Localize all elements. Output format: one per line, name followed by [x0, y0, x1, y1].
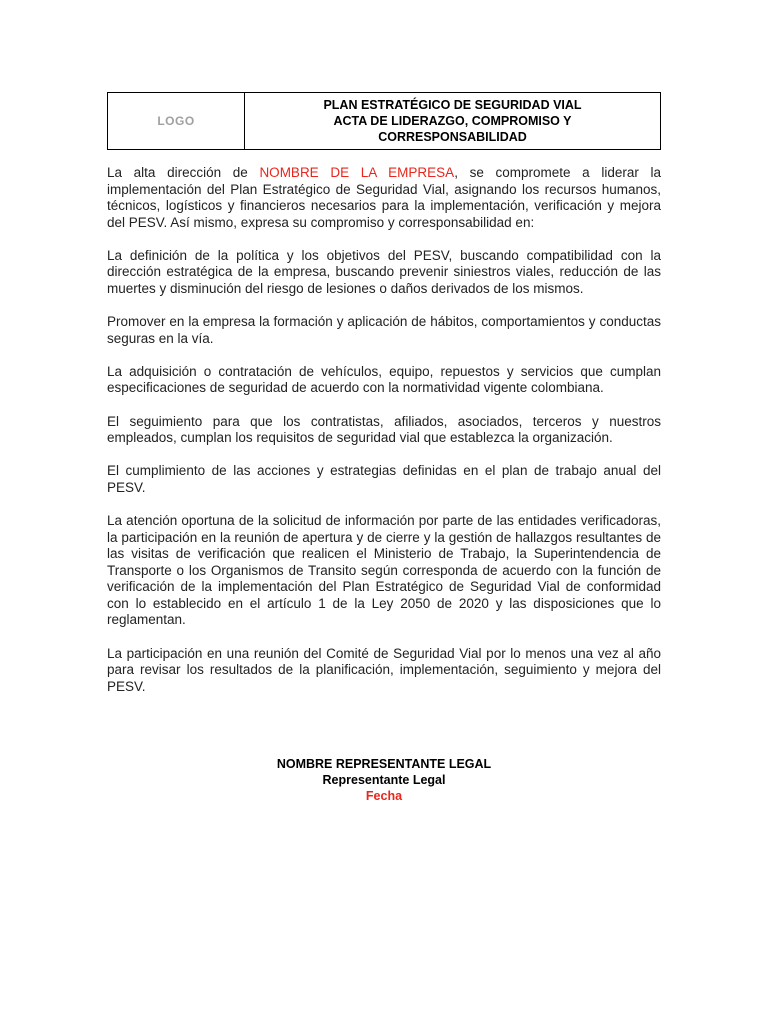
title-line-2: ACTA DE LIDERAZGO, COMPROMISO Y	[333, 114, 572, 128]
signature-block	[107, 756, 661, 804]
intro-text-before: La alta dirección de	[107, 165, 260, 180]
title-line-1: PLAN ESTRATÉGICO DE SEGURIDAD VIAL	[323, 98, 582, 112]
commitment-paragraph-6: La atención oportuna de la solicitud de información por parte de las entidades verificadoras, la participación en la reunión de apertura y de cierre y la gestión de hallazgos resultantes de las visitas de verificación que realicen el Ministerio de Trabajo, la Superintendencia de Transporte o los Organismos de Transito según corresponda de acuerdo con la función de verificación de la implementación del Plan Estratégico de Seguridad Vial de conformidad con lo establecido en el artículo 1 de la Ley 2050 de 2020 y las disposiciones que lo reglamentan.	[107, 512, 661, 628]
commitment-paragraph-7: La participación en una reunión del Comité de Seguridad Vial por lo menos una vez al año para revisar los resultados de la planificación, implementación, seguimiento y mejora del PESV.	[107, 645, 661, 694]
title-line-3: CORRESPONSABILIDAD	[378, 130, 527, 144]
header-table	[107, 92, 661, 150]
commitment-paragraph-2: Promover en la empresa la formación y aplicación de hábitos, comportamientos y conductas seguras en la vía.	[107, 314, 661, 346]
document-body	[107, 165, 661, 712]
legal-representative-name: NOMBRE REPRESENTANTE LEGAL	[276, 757, 492, 771]
intro-text-after: , se compromete a liderar la implementación del Plan Estratégico de Seguridad Vial, asignando los recursos humanos, técnicos, logísticos y financieros necesarios para la implementación, verificación y mejora del PESV. Así mismo, expresa su compromiso y corresponsabilidad en:	[107, 165, 662, 230]
legal-representative-role: Representante Legal	[322, 773, 446, 787]
company-name-placeholder: NOMBRE DE LA EMPRESA	[259, 165, 455, 180]
signature-date: Fecha	[365, 789, 403, 803]
commitment-paragraph-5: El cumplimiento de las acciones y estrategias definidas en el plan de trabajo anual del PESV.	[107, 463, 661, 495]
commitment-paragraph-4: El seguimiento para que los contratistas, afiliados, asociados, terceros y nuestros empleados, cumplan los requisitos de seguridad vial que establezca la organización.	[107, 413, 661, 446]
commitment-paragraph-1: La definición de la política y los objetivos del PESV, buscando compatibilidad con la dirección estratégica de la empresa, buscando prevenir siniestros viales, reducción de las muertes y disminución del riesgo de lesiones o daños derivados de los mismos.	[107, 247, 661, 297]
document-title	[245, 93, 660, 149]
logo-placeholder: LOGO	[108, 93, 245, 149]
commitment-paragraph-3: La adquisición o contratación de vehículos, equipo, repuestos y servicios que cumplan especificaciones de seguridad de acuerdo con la normatividad vigente colombiana.	[107, 363, 661, 396]
intro-paragraph	[107, 165, 661, 231]
